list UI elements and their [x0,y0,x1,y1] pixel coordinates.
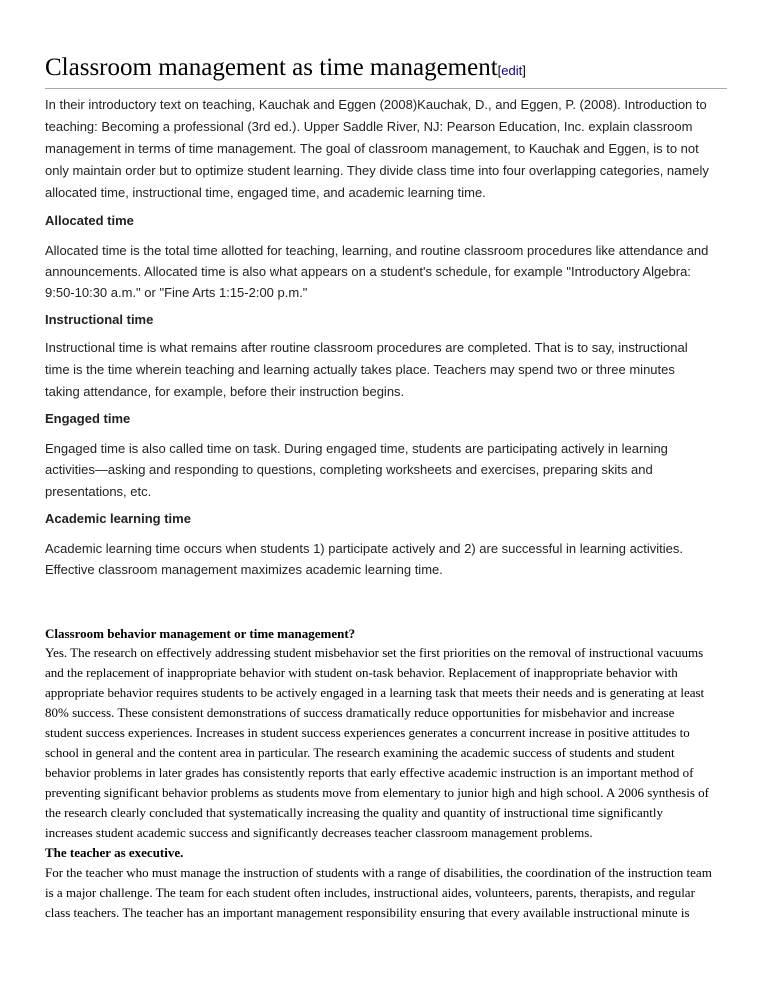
text-line: management in terms of time management. The goal of classroom management, to Kauchak and Eggen, is to not [45,141,699,156]
text-line: school in general and the content area in particular. The research examining the academic success of students and student [45,745,675,760]
title-divider [45,88,727,89]
text-line: allocated time, instructional time, engaged time, and academic learning time. [45,185,486,200]
text-line: activities—asking and responding to questions, completing worksheets and exercises, preparing skits and [45,462,653,477]
edit-link[interactable]: edit [501,63,523,78]
text-line: appropriate behavior requires students to be actively engaged in a learning task that meets their needs and is generating at least [45,685,705,700]
text-line: behavior problems in later grades has consistently reports that early effective academic instruction is an important method of [45,765,694,780]
text-line: announcements. Allocated time is also what appears on a student's schedule, for example "Introductory Algebra: [45,263,691,279]
text-line: For the teacher who must manage the instruction of students with a range of disabilities, the coordination of the instruction team [45,865,712,880]
text-line: Allocated time is the total time allotted for teaching, learning, and routine classroom procedures like attendance and [45,242,709,258]
paragraph-allocated-time [45,240,708,303]
text-line: Effective classroom management maximizes academic learning time. [45,561,443,577]
text-line: In their introductory text on teaching, Kauchak and Eggen (2008)Kauchak, D., and Eggen, P. (2008). Introduction to [45,97,707,112]
page-title [45,54,526,82]
heading-allocated-time: Allocated time [45,213,134,228]
paragraph-behavior-or-time-management [45,643,709,843]
text-line: Engaged time is also called time on task. During engaged time, students are participating actively in learning [45,440,668,456]
text-line: only maintain order but to optimize student learning. They divide class time into four overlapping categories, namely [45,163,709,178]
text-line: 9:50-10:30 a.m." or "Fine Arts 1:15-2:00 p.m." [45,284,308,300]
text-line: the research clearly concluded that systematically increasing the quality and quantity of instructional time significantly [45,805,664,820]
text-line: increases student academic success and significantly decreases teacher classroom management problems. [45,825,593,840]
text-line: class teachers. The teacher has an important management responsibility ensuring that every available instructional minute is [45,905,690,920]
heading-academic-learning-time: Academic learning time [45,511,191,526]
text-line: is a major challenge. The team for each student often includes, instructional aides, volunteers, parents, therapists, and regular [45,885,695,900]
paragraph-engaged-time [45,438,668,503]
text-line: preventing significant behavior problems as students move from elementary to junior high and high school. A 2006 synthesis of [45,785,709,800]
paragraph-teacher-as-executive [45,863,712,923]
heading-behavior-or-time-management: Classroom behavior management or time management? [45,626,356,641]
paragraph-academic-learning-time [45,538,683,580]
heading-engaged-time: Engaged time [45,411,131,426]
text-line: student success experiences. Increases in student success experiences generates a concurrent increase in positive attitudes to [45,725,690,740]
paragraph-instructional-time [45,337,688,403]
text-line: Instructional time is what remains after routine classroom procedures are completed. That is to say, instructional [45,340,688,355]
text-line: Yes. The research on effectively addressing student misbehavior set the first priorities on the removal of instructional vacuums [45,645,704,660]
text-line: time is the time wherein teaching and learning actually takes place. Teachers may spend two or three minutes [45,362,675,377]
text-line: Academic learning time occurs when students 1) participate actively and 2) are successful in learning activities. [45,540,684,556]
heading-teacher-as-executive: The teacher as executive. [45,845,184,860]
title-text: Classroom management as time management [45,54,498,81]
edit-section: [edit] [497,63,526,78]
text-line: presentations, etc. [45,483,152,499]
text-line: taking attendance, for example, before their instruction begins. [45,384,405,399]
text-line: 80% success. These consistent demonstrations of success dramatically reduce opportunities for misbehavior and increase [45,705,675,720]
heading-instructional-time: Instructional time [45,312,154,327]
intro-paragraph [45,94,709,204]
text-line: and the replacement of inappropriate behavior with student on-task behavior. Replacement of inappropriate behavior with [45,665,678,680]
text-line: teaching: Becoming a professional (3rd ed.). Upper Saddle River, NJ: Pearson Education, Inc. explain classroom [45,119,693,134]
